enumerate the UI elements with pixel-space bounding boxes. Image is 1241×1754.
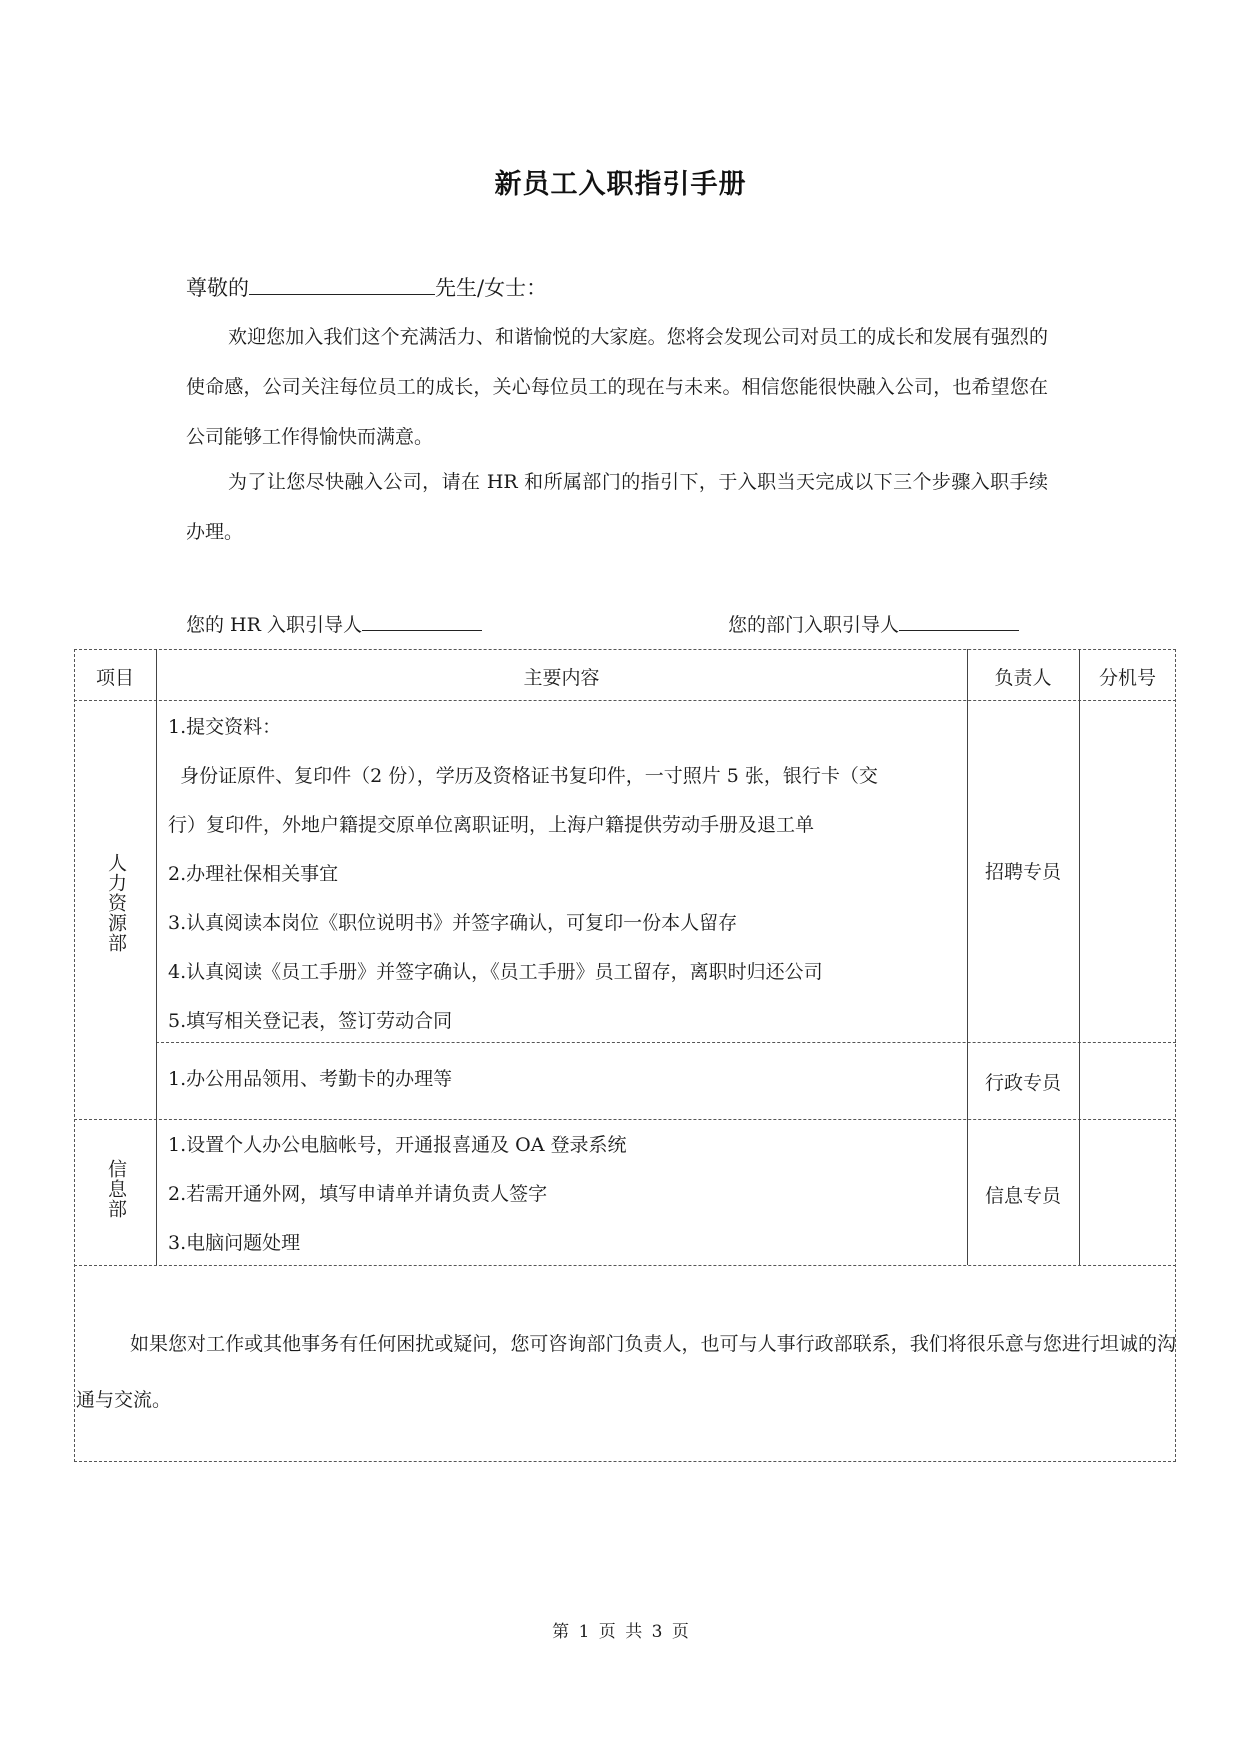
salutation-prefix: 尊敬的 [186,276,249,300]
welcome-paragraph: 欢迎您加入我们这个充满活力、和谐愉悦的大家庭。您将会发现公司对员工的成长和发展有强烈的使命感，公司关注每位员工的成长，关心每位员工的现在与未来。相信您能很快融入公司，也希望您在公司能够工作得愉快而满意。 [186,326,1048,448]
instruction-paragraph: 为了让您尽快融入公司，请在 HR 和所属部门的指引下，于入职当天完成以下三个步骤入职手续办理。 [186,471,1048,543]
table-divider [1079,649,1080,1265]
salutation-line [186,272,547,302]
document-title: 新员工入职指引手册 [494,169,747,200]
salutation-suffix: 先生/女士： [435,276,548,300]
hr-guide-label: 您的 HR 入职引导人 [186,614,362,636]
list-item: 1.提交资料： [168,716,282,738]
dept-guide-line [728,610,1019,637]
list-item: 4.认真阅读《员工手册》并签字确认，《员工手册》员工留存，离职时归还公司 [168,961,823,983]
hr-row-2-owner: 行政专员 [984,1072,1061,1094]
hr-guide-line [186,610,482,637]
list-item: 3.电脑问题处理 [168,1232,301,1254]
list-item: 行）复印件，外地户籍提交原单位离职证明，上海户籍提供劳动手册及退工单 [168,814,815,836]
closing-paragraph: 如果您对工作或其他事务有任何困扰或疑问，您可咨询部门负责人，也可与人事行政部联系，我们将很乐意与您进行坦诚的沟通与交流。 [76,1333,1176,1411]
list-item: 身份证原件、复印件（2 份），学历及资格证书复印件，一寸照片 5 张，银行卡（交 [168,765,878,787]
header-ext: 分机号 [1098,667,1156,689]
table-divider [156,649,157,1265]
list-item: 3.认真阅读本岗位《职位说明书》并签字确认，可复印一份本人留存 [168,912,738,934]
header-item: 项目 [95,667,134,689]
table-divider [74,700,1176,701]
hr-department-label: 人力资源部 [105,853,127,953]
dept-guide-blank [899,612,1019,631]
hr-guide-blank [362,612,482,631]
table-divider [74,1119,1176,1120]
table-divider [967,649,968,1265]
name-blank [249,274,435,295]
hr-row-1-content [168,703,878,1046]
header-owner: 负责人 [994,667,1052,689]
it-row-owner: 信息专员 [984,1185,1061,1207]
it-department-label: 信息部 [105,1159,127,1219]
list-item: 5.填写相关登记表，签订劳动合同 [168,1010,453,1032]
list-item: 1.办公用品领用、考勤卡的办理等 [168,1068,453,1090]
hr-row-1-owner: 招聘专员 [984,861,1061,883]
list-item: 1.设置个人办公电脑帐号，开通报喜通及 OA 登录系统 [168,1134,627,1156]
it-row-content [168,1121,627,1268]
list-item: 2.办理社保相关事宜 [168,863,339,885]
hr-row-2-content [168,1055,452,1104]
page-footer: 第 1 页 共 3 页 [552,1622,689,1642]
list-item: 2.若需开通外网，填写申请单并请负责人签字 [168,1183,548,1205]
header-content: 主要内容 [523,667,600,689]
dept-guide-label: 您的部门入职引导人 [728,614,900,636]
